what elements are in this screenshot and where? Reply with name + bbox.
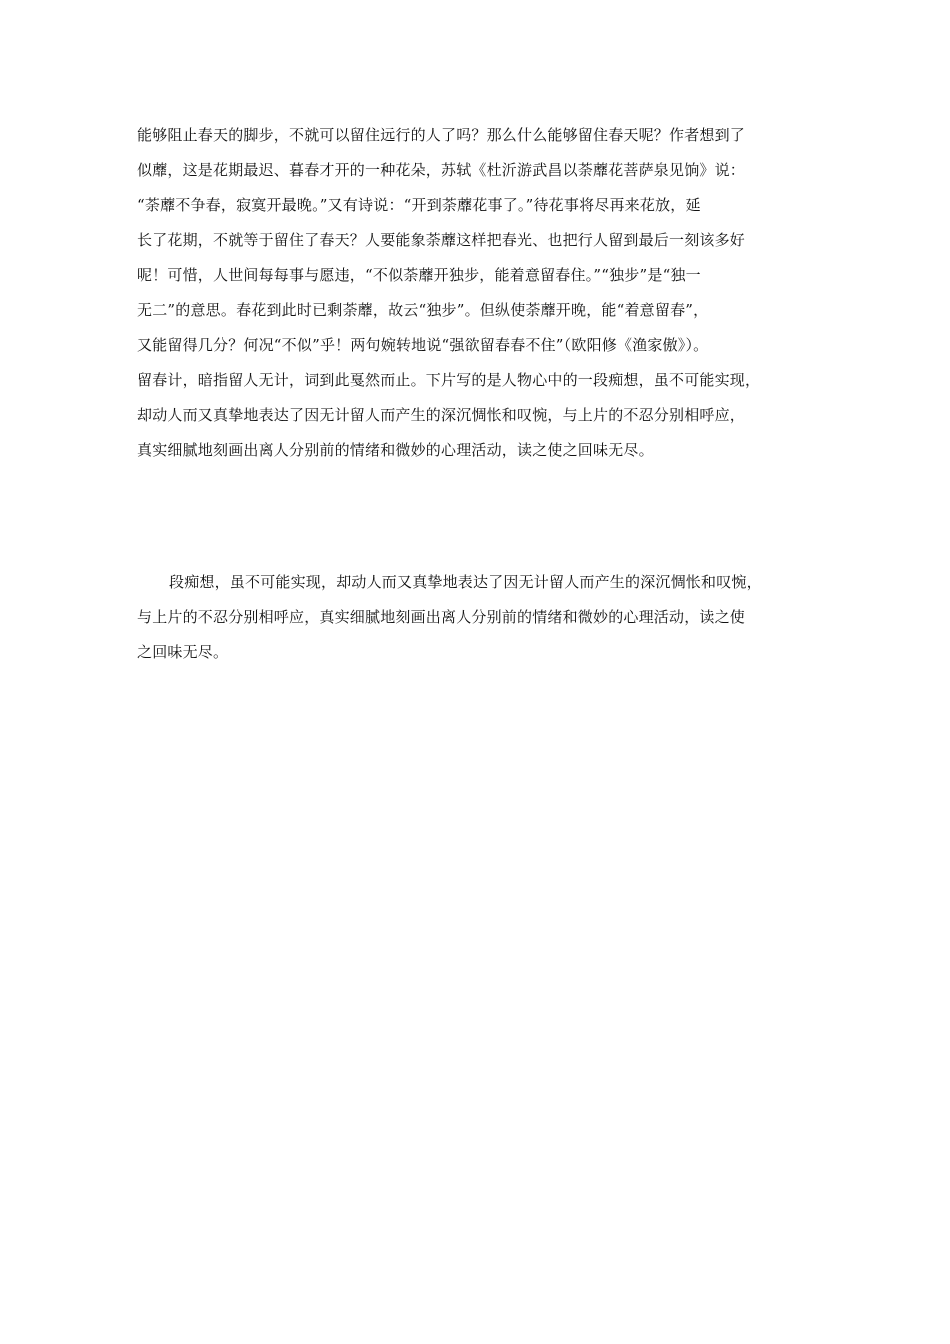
paragraph-line: 之回味无尽。 (137, 643, 229, 661)
paragraph-line: 长了花期，不就等于留住了春天？人要能象荼蘼这样把春光、也把行人留到最后一刻该多好 (137, 231, 746, 249)
paragraph-line: 却动人而又真挚地表达了因无计留人而产生的深沉惆怅和叹惋，与上片的不忍分别相呼应， (137, 406, 746, 424)
paragraph-line: 段痴想，虽不可能实现，却动人而又真挚地表达了因无计留人而产生的深沉惆怅和叹惋， (169, 573, 762, 591)
paragraph-line: 又能留得几分？何况“不似”乎！两句婉转地说“强欲留春春不住”（欧阳修《渔家傲》）。 (137, 336, 709, 354)
paragraph-line: 无二”的意思。春花到此时已剩荼蘼，故云“独步”。但纵使荼蘼开晚，能“着意留春”， (137, 301, 709, 319)
paragraph-line: 留春计，暗指留人无计，词到此戛然而止。下片写的是人物心中的一段痴想，虽不可能实现， (137, 371, 761, 389)
paragraph-1 (137, 118, 837, 468)
paragraph-line: 似蘼，这是花期最迟、暮春才开的一种花朵，苏轼《杜沂游武昌以荼蘼花菩萨泉见饷》说： (137, 161, 746, 179)
paragraph-line: 与上片的不忍分别相呼应，真实细腻地刻画出离人分别前的情绪和微妙的心理活动，读之使 (137, 608, 746, 626)
paragraph-line: 能够阻止春天的脚步，不就可以留住远行的人了吗？那么什么能够留住春天呢？作者想到了 (137, 126, 746, 144)
paragraph-line: 呢！可惜，人世间每每事与愿违，“不似荼蘼开独步，能着意留春住。”“独步”是“独一 (137, 266, 701, 284)
paragraph-line: 真实细腻地刻画出离人分别前的情绪和微妙的心理活动，读之使之回味无尽。 (137, 441, 654, 459)
paragraph-line: “荼蘼不争春，寂寞开最晚。”又有诗说：“开到荼蘼花事了。”待花事将尽再来花放，延 (137, 196, 701, 214)
paragraph-2 (137, 565, 837, 670)
